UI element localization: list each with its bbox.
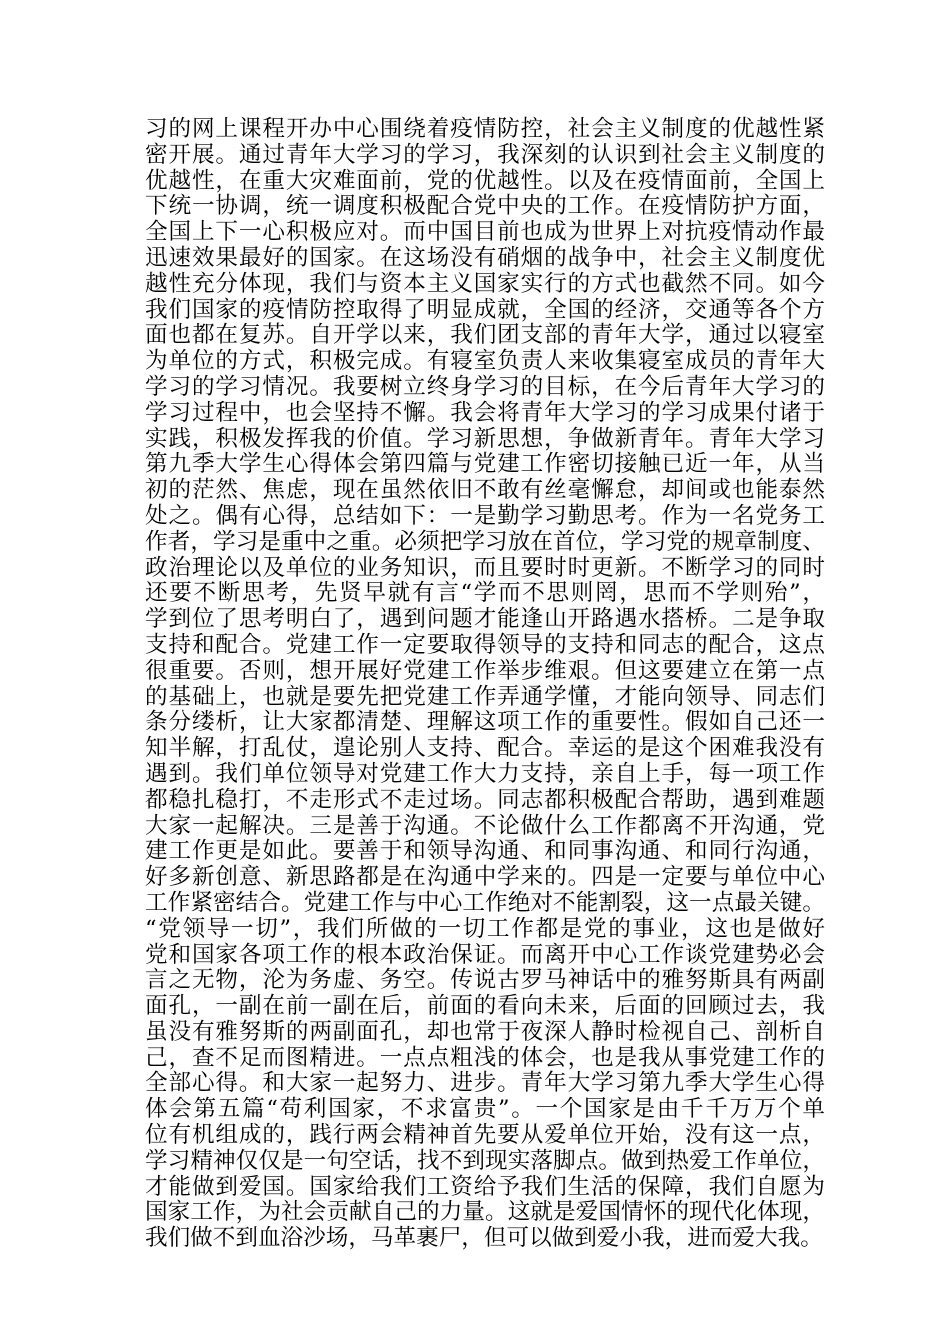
text-line: 遇到。我们单位领导对党建工作大力支持，亲自上手，每一项工作	[145, 760, 825, 787]
text-line: 作者，学习是重中之重。必须把学习放在首位，学习党的规章制度、	[145, 528, 825, 555]
text-line: 学到位了思考明白了，遇到问题才能逢山开路遇水搭桥。二是争取	[145, 606, 825, 633]
text-line: 越性充分体现，我们与资本主义国家实行的方式也截然不同。如今	[145, 270, 825, 297]
text-line: 迅速效果最好的国家。在这场没有硝烟的战争中，社会主义制度优	[145, 244, 825, 271]
text-line: 大家一起解决。三是善于沟通。不论做什么工作都离不开沟通，党	[145, 812, 825, 839]
text-line: 政治理论以及单位的业务知识，而且要时时更新。不断学习的同时	[145, 554, 825, 581]
text-line: 第九季大学生心得体会第四篇与党建工作密切接触已近一年，从当	[145, 451, 825, 478]
text-line: 的基础上，也就是要先把党建工作弄通学懂，才能向领导、同志们	[145, 683, 825, 710]
text-line: 学习精神仅仅是一句空话，找不到现实落脚点。做到热爱工作单位，	[145, 1147, 825, 1174]
text-line: “党领导一切”，我们所做的一切工作都是党的事业，这也是做好	[145, 915, 825, 942]
text-line: 我们做不到血浴沙场，马革裹尸，但可以做到爱小我，进而爱大我。	[145, 1225, 823, 1252]
text-line: 习的网上课程开办中心围绕着疫情防控，社会主义制度的优越性紧	[145, 116, 825, 142]
text-line: 处之。偶有心得，总结如下：一是勤学习勤思考。作为一名党务工	[145, 502, 825, 529]
body-text	[145, 117, 825, 1252]
text-line: 学习的学习情况。我要树立终身学习的目标，在今后青年大学习的	[145, 373, 825, 400]
text-line: 全部心得。和大家一起努力、进步。青年大学习第九季大学生心得	[145, 1070, 825, 1097]
text-line: 密开展。通过青年大学习的学习，我深刻的认识到社会主义制度的	[145, 141, 825, 168]
text-line: 条分缕析，让大家都清楚、理解这项工作的重要性。假如自己还一	[145, 709, 825, 736]
text-line: 下统一协调，统一调度积极配合党中央的工作。在疫情防护方面，	[145, 193, 825, 220]
text-line: 都稳扎稳打，不走形式不走过场。同志都积极配合帮助，遇到难题	[145, 786, 825, 813]
text-line: 工作紧密结合。党建工作与中心工作绝对不能割裂，这一点最关键。	[145, 889, 825, 916]
text-line: 国家工作，为社会贡献自己的力量。这就是爱国情怀的现代化体现，	[145, 1199, 825, 1226]
text-line: 全国上下一心积极应对。而中国目前也成为世界上对抗疫情动作最	[145, 219, 825, 246]
text-line: 支持和配合。党建工作一定要取得领导的支持和同志的配合，这点	[145, 631, 825, 658]
text-line: 实践，积极发挥我的价值。学习新思想，争做新青年。青年大学习	[145, 425, 825, 452]
text-line: 才能做到爱国。国家给我们工资给予我们生活的保障，我们自愿为	[145, 1173, 825, 1200]
text-line: 党和国家各项工作的根本政治保证。而离开中心工作谈党建势必会	[145, 941, 825, 968]
text-line: 位有机组成的，践行两会精神首先要从爱单位开始，没有这一点，	[145, 1122, 825, 1149]
text-line: 言之无物，沦为务虚、务空。传说古罗马神话中的雅努斯具有两副	[145, 967, 825, 994]
text-line: 为单位的方式，积极完成。有寝室负责人来收集寝室成员的青年大	[145, 348, 825, 375]
text-line: 己，查不足而图精进。一点点粗浅的体会，也是我从事党建工作的	[145, 1044, 825, 1071]
text-line: 学习过程中，也会坚持不懈。我会将青年大学习的学习成果付诸于	[145, 399, 825, 426]
text-line: 面孔，一副在前一副在后，前面的看向未来，后面的回顾过去，我	[145, 993, 825, 1020]
text-line: 建工作更是如此。要善于和领导沟通、和同事沟通、和同行沟通，	[145, 838, 825, 865]
text-line: 知半解，打乱仗，遑论别人支持、配合。幸运的是这个困难我没有	[145, 735, 825, 762]
text-line: 面也都在复苏。自开学以来，我们团支部的青年大学，通过以寝室	[145, 322, 825, 349]
text-line: 初的茫然、焦虑，现在虽然依旧不敢有丝毫懈怠，却间或也能泰然	[145, 477, 825, 504]
text-line: 我们国家的疫情防控取得了明显成就，全国的经济，交通等各个方	[145, 296, 825, 323]
text-line: 优越性，在重大灾难面前，党的优越性。以及在疫情面前，全国上	[145, 167, 825, 194]
text-line: 虽没有雅努斯的两副面孔，却也常于夜深人静时检视自己、剖析自	[145, 1018, 825, 1045]
text-line: 很重要。否则，想开展好党建工作举步维艰。但这要建立在第一点	[145, 657, 825, 684]
text-line: 好多新创意、新思路都是在沟通中学来的。四是一定要与单位中心	[145, 864, 825, 891]
text-line: 还要不断思考，先贤早就有言“学而不思则罔，思而不学则殆”，	[145, 580, 825, 607]
text-line: 体会第五篇“苟利国家，不求富贵”。一个国家是由千千万万个单	[145, 1096, 825, 1123]
